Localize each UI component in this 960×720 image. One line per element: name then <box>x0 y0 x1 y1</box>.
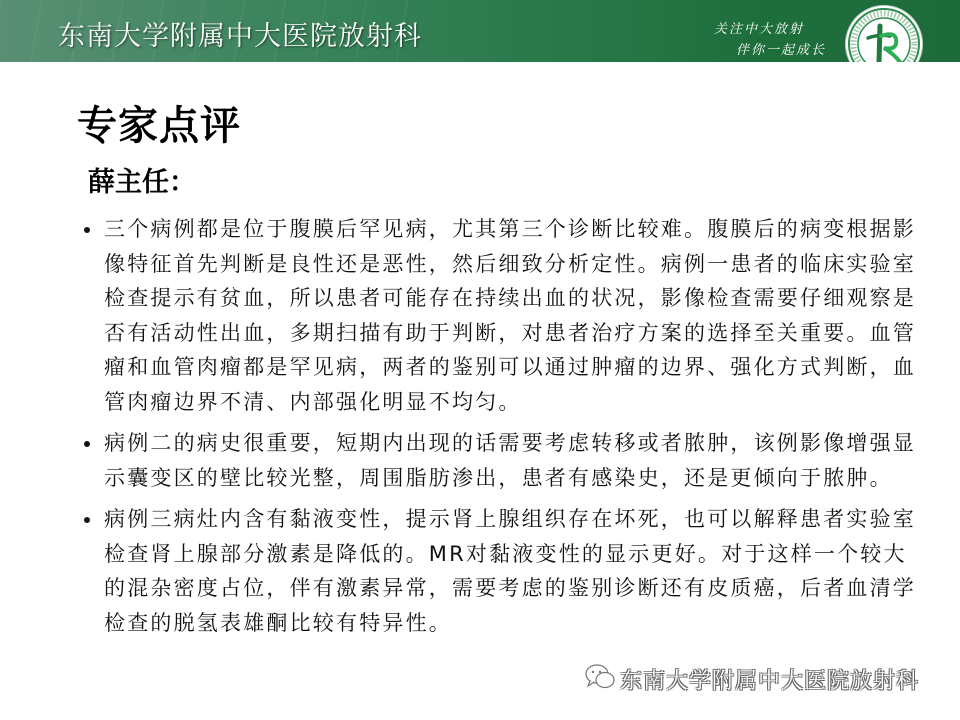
comment-item <box>82 212 922 419</box>
slide-title: 专家点评 <box>77 103 241 149</box>
wechat-icon <box>584 662 616 696</box>
comment-item <box>82 426 922 495</box>
wechat-watermark <box>584 662 919 696</box>
comment-text: 病例二的病史很重要，短期内出现的话需要考虑转移或者脓肿，该例影像增强显示囊变区的壁比较光整，周围脂肪渗出，患者有感染史，还是更倾向于脓肿。 <box>104 431 916 490</box>
speaker-label: 薛主任： <box>88 167 196 198</box>
comment-item <box>82 502 922 640</box>
institution-name: 东南大学附属中大医院放射科 <box>58 21 422 52</box>
bullet-icon <box>84 227 90 233</box>
bullet-icon <box>84 517 90 523</box>
slogan-line-2: 伴你一起成长 <box>736 43 827 58</box>
watermark-text: 东南大学附属中大医院放射科 <box>620 668 920 694</box>
header-banner <box>0 0 960 62</box>
comment-list <box>82 212 922 647</box>
comment-text: 三个病例都是位于腹膜后罕见病，尤其第三个诊断比较难。腹膜后的病变根据影像特征首先判断是良性还是恶性，然后细致分析定性。病例一患者的临床实验室检查提示有贫血，所以患者可能存在持续出血的状况，影像检查需要仔细观察是否有活动性出血，多期扫描有助于判断，对患者治疗方案的选择至关重要。血管瘤和血管肉瘤都是罕见病，两者的鉴别可以通过肿瘤的边界、强化方式判断，血管肉瘤边界不清、内部强化明显不均匀。 <box>104 217 916 414</box>
comment-text: 病例三病灶内含有黏液变性，提示肾上腺组织存在坏死，也可以解释患者实验室检查肾上腺部分激素是降低的。MR对黏液变性的显示更好。对于这样一个较大的混杂密度占位，伴有激素异常，需要考虑的鉴别诊断还有皮质癌，后者血清学检查的脱氢表雄酮比较有特异性。 <box>104 507 916 635</box>
slogan-line-1: 关注中大放射 <box>714 22 805 37</box>
bullet-icon <box>84 441 90 447</box>
hospital-radiology-logo-icon <box>846 6 922 62</box>
